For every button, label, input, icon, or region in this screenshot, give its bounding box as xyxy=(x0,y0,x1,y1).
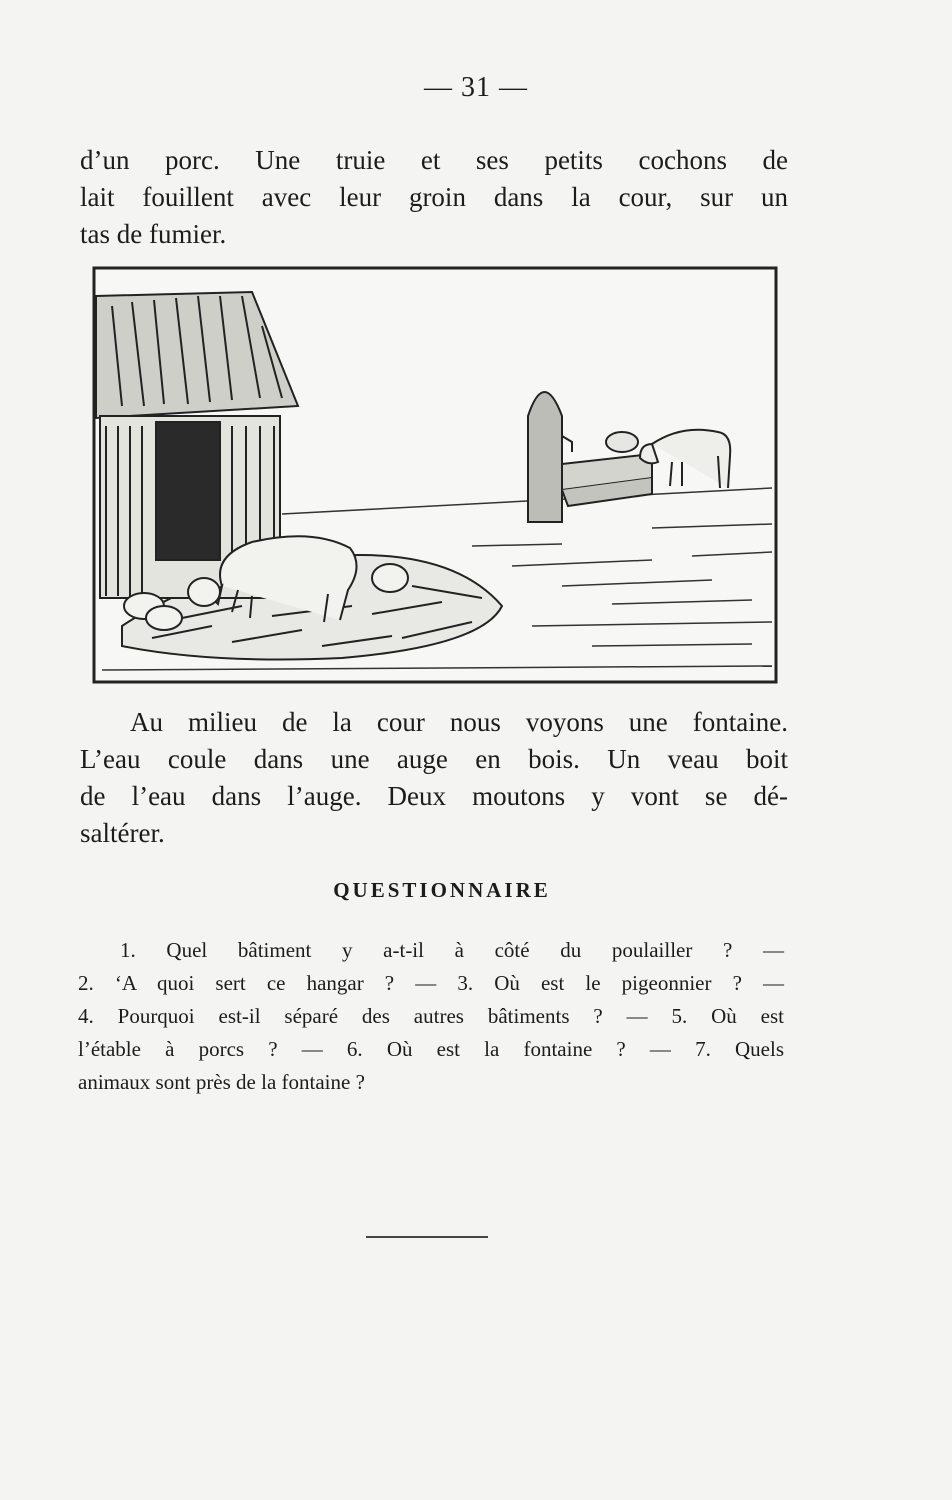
description-line: L’eau coule dans une auge en bois. Un veau boit xyxy=(80,744,788,774)
question-line: l’étable à porcs ? — 6. Où est la fontaine ? — 7. Quels xyxy=(78,1037,784,1061)
intro-paragraph xyxy=(80,142,788,253)
description-line: saltérer. xyxy=(80,818,165,848)
question-line: 1. Quel bâtiment y a-t-il à côté du poulailler ? — xyxy=(120,938,784,962)
sheep xyxy=(606,432,638,452)
intro-line: tas de fumier. xyxy=(80,219,227,249)
question-line: animaux sont près de la fontaine ? xyxy=(78,1070,365,1094)
description-line: Au milieu de la cour nous voyons une fontaine. xyxy=(130,707,788,737)
intro-line: d’un porc. Une truie et ses petits cochons de xyxy=(80,145,788,175)
farmyard-illustration xyxy=(92,266,778,684)
question-line: 4. Pourquoi est-il séparé des autres bâtiments ? — 5. Où est xyxy=(78,1004,784,1028)
intro-line: lait fouillent avec leur groin dans la cour, sur un xyxy=(80,182,788,212)
description-paragraph xyxy=(80,704,788,852)
section-divider xyxy=(366,1236,488,1238)
questionnaire-heading: QUESTIONNAIRE xyxy=(333,878,551,902)
page-number: — 31 — xyxy=(424,72,528,103)
question-line: 2. ‘A quoi sert ce hangar ? — 3. Où est le pigeonnier ? — xyxy=(78,971,784,995)
description-line: de l’eau dans l’auge. Deux moutons y vont se dé- xyxy=(80,781,788,811)
questionnaire-list xyxy=(78,934,784,1099)
